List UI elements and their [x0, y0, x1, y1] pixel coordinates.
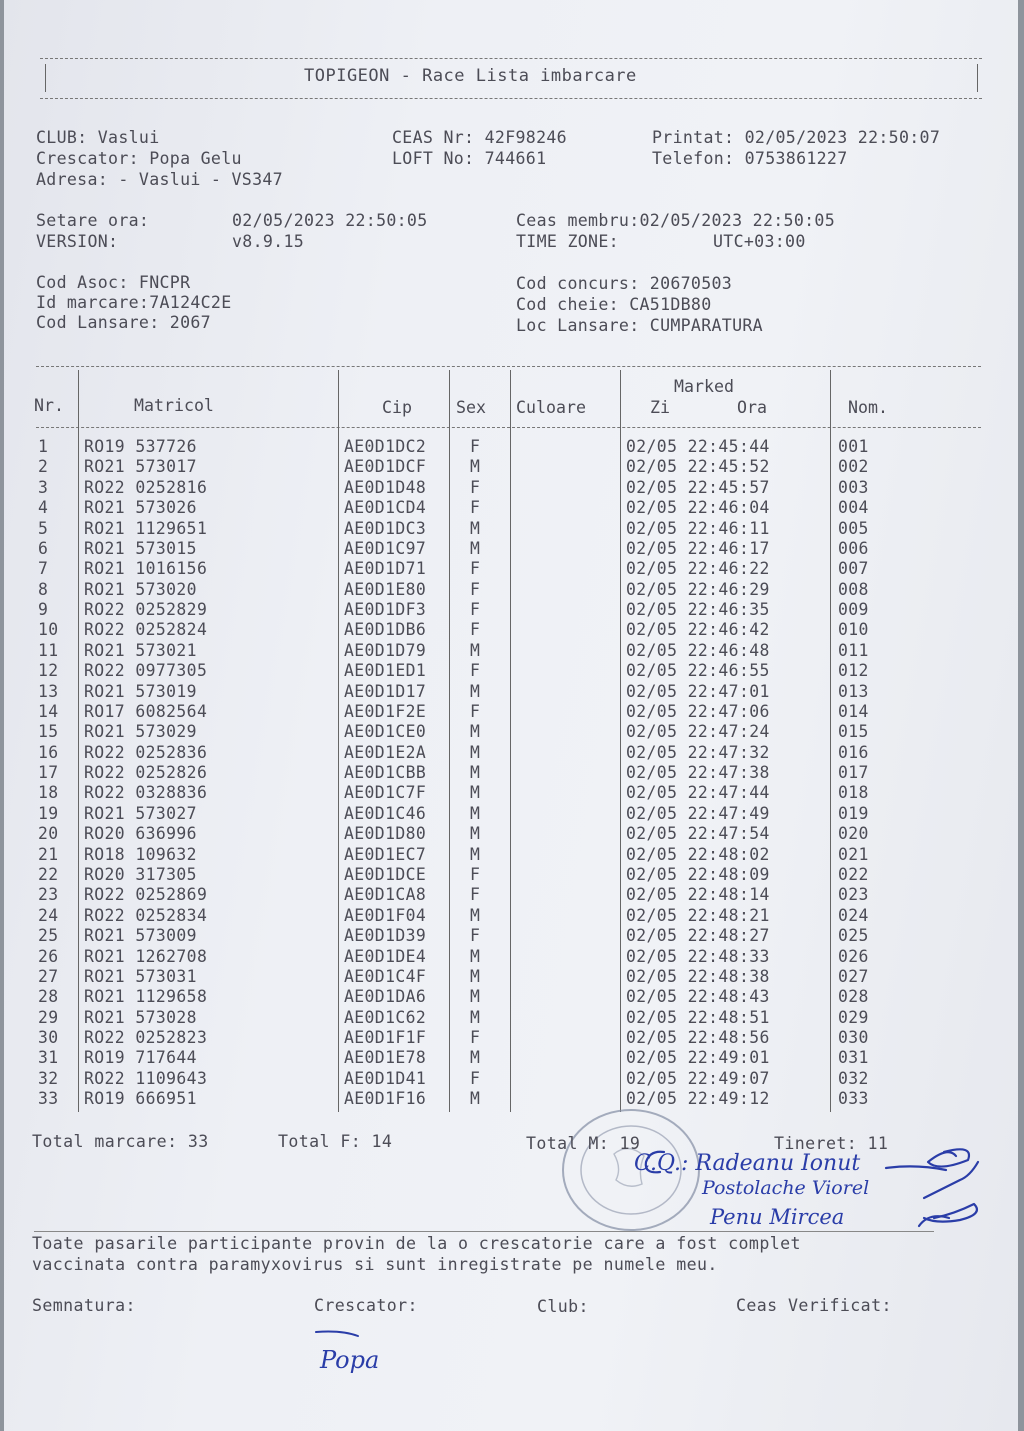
time-zone-value: UTC+03:00	[713, 232, 806, 251]
row-sex: M	[470, 905, 481, 925]
row-nr: 21	[38, 844, 59, 864]
setare-ora-value: 02/05/2023 22:50:05	[232, 211, 428, 230]
row-sex: M	[470, 722, 481, 742]
row-sex: F	[470, 1028, 481, 1048]
row-nom: 016	[838, 742, 869, 762]
row-sex: F	[470, 864, 481, 884]
row-matricol: RO22 0252834	[84, 905, 208, 925]
row-marked-time: 02/05 22:48:14	[626, 885, 770, 905]
row-matricol: RO21 573019	[84, 681, 197, 701]
row-matricol: RO21 573017	[84, 457, 197, 477]
row-matricol: RO22 0252816	[84, 477, 208, 497]
row-nom: 006	[838, 538, 869, 558]
row-sex: M	[470, 763, 481, 783]
row-marked-time: 02/05 22:49:01	[626, 1048, 770, 1068]
row-nr: 23	[38, 885, 59, 905]
row-cip: AE0D1CA8	[344, 885, 427, 905]
version-value: v8.9.15	[232, 232, 305, 251]
row-marked-time: 02/05 22:46:04	[626, 498, 770, 518]
row-cip: AE0D1D79	[344, 640, 427, 660]
table-header-bottom-border	[36, 427, 981, 428]
row-sex: F	[470, 661, 481, 681]
row-cip: AE0D1F2E	[344, 701, 427, 721]
row-nr: 11	[38, 640, 59, 660]
row-matricol: RO22 0252869	[84, 885, 208, 905]
row-cip: AE0D1F1F	[344, 1028, 427, 1048]
row-nr: 32	[38, 1068, 59, 1088]
row-sex: M	[470, 518, 481, 538]
row-nr: 27	[38, 966, 59, 986]
row-matricol: RO21 1262708	[84, 946, 208, 966]
row-nr: 14	[38, 701, 59, 721]
row-matricol: RO19 537726	[84, 437, 197, 456]
row-nr: 3	[38, 477, 49, 497]
printed-report-page	[4, 0, 1018, 1431]
row-nr: 17	[38, 763, 59, 783]
row-marked-time: 02/05 22:48:51	[626, 1007, 770, 1027]
row-matricol: RO18 109632	[84, 844, 197, 864]
row-nr: 9	[38, 600, 49, 620]
row-cip: AE0D1CBB	[344, 763, 427, 783]
col-header-nr: Nr.	[34, 396, 64, 415]
row-matricol: RO22 0328836	[84, 783, 208, 803]
row-marked-time: 02/05 22:46:29	[626, 579, 770, 599]
row-matricol: RO20 636996	[84, 824, 197, 844]
row-cip: AE0D1F04	[344, 905, 427, 925]
row-cip: AE0D1D39	[344, 926, 427, 946]
row-marked-time: 02/05 22:49:07	[626, 1068, 770, 1088]
row-nr: 5	[38, 518, 49, 538]
row-marked-time: 02/05 22:46:11	[626, 518, 770, 538]
row-nom: 033	[838, 1089, 869, 1109]
row-nr: 25	[38, 926, 59, 946]
row-cip: AE0D1DF3	[344, 600, 427, 620]
row-nr: 31	[38, 1048, 59, 1068]
row-nom: 010	[838, 620, 869, 640]
row-marked-time: 02/05 22:48:38	[626, 966, 770, 986]
row-sex: F	[470, 600, 481, 620]
row-marked-time: 02/05 22:48:43	[626, 987, 770, 1007]
row-nom: 027	[838, 966, 869, 986]
row-sex: M	[470, 742, 481, 762]
row-sex: M	[470, 987, 481, 1007]
row-matricol: RO21 1016156	[84, 559, 208, 579]
row-sex: F	[470, 579, 481, 599]
crescator-line: Crescator: Popa Gelu	[36, 149, 242, 168]
row-nom: 024	[838, 905, 869, 925]
row-sex: F	[470, 620, 481, 640]
row-nom: 026	[838, 946, 869, 966]
total-m: Total M: 19	[526, 1134, 641, 1153]
loc-lansare-line: Loc Lansare: CUMPARATURA	[516, 316, 763, 335]
row-nom: 025	[838, 926, 869, 946]
row-nom: 011	[838, 640, 869, 660]
total-f: Total F: 14	[278, 1132, 393, 1151]
row-cip: AE0D1DCF	[344, 457, 427, 477]
row-sex: M	[470, 681, 481, 701]
row-cip: AE0D1C4F	[344, 966, 427, 986]
row-cip: AE0D1D80	[344, 824, 427, 844]
row-marked-time: 02/05 22:48:02	[626, 844, 770, 864]
row-matricol: RO21 1129658	[84, 987, 208, 1007]
col-header-cip: Cip	[382, 398, 412, 417]
row-nom: 003	[838, 477, 869, 497]
row-cip: AE0D1D71	[344, 559, 427, 579]
semnatura-label: Semnatura:	[32, 1296, 136, 1315]
row-cip: AE0D1D17	[344, 681, 427, 701]
row-matricol: RO19 666951	[84, 1089, 197, 1109]
col-header-ora: Ora	[737, 398, 767, 417]
row-matricol: RO22 0252826	[84, 763, 208, 783]
row-cip: AE0D1C46	[344, 803, 427, 823]
header-right-border	[977, 64, 978, 92]
commission-line3: Penu Mircea	[710, 1205, 845, 1229]
cod-cheie-line: Cod cheie: CA51DB80	[516, 295, 712, 314]
row-marked-time: 02/05 22:46:42	[626, 620, 770, 640]
row-cip: AE0D1DA6	[344, 987, 427, 1007]
col-divider-nr	[78, 370, 79, 1112]
row-marked-time: 02/05 22:48:56	[626, 1028, 770, 1048]
row-marked-time: 02/05 22:47:01	[626, 681, 770, 701]
row-nom: 020	[838, 824, 869, 844]
row-sex: M	[470, 946, 481, 966]
row-nom: 009	[838, 600, 869, 620]
cod-lansare-line: Cod Lansare: 2067	[36, 313, 211, 332]
row-nr: 1	[38, 437, 49, 456]
row-sex: F	[470, 926, 481, 946]
row-sex: M	[470, 457, 481, 477]
row-nr: 16	[38, 742, 59, 762]
row-matricol: RO22 1109643	[84, 1068, 208, 1088]
row-sex: M	[470, 966, 481, 986]
col-header-marked: Marked	[674, 377, 734, 396]
row-nr: 6	[38, 538, 49, 558]
row-marked-time: 02/05 22:47:49	[626, 803, 770, 823]
row-sex: M	[470, 538, 481, 558]
row-cip: AE0D1DC2	[344, 437, 427, 456]
row-matricol: RO21 573029	[84, 722, 197, 742]
row-cip: AE0D1DC3	[344, 518, 427, 538]
row-matricol: RO21 573027	[84, 803, 197, 823]
row-sex: M	[470, 803, 481, 823]
row-cip: AE0D1DB6	[344, 620, 427, 640]
row-cip: AE0D1DCE	[344, 864, 427, 884]
col-header-nom: Nom.	[848, 398, 888, 417]
printat-line: Printat: 02/05/2023 22:50:07	[652, 128, 941, 147]
row-cip: AE0D1F16	[344, 1089, 427, 1109]
row-marked-time: 02/05 22:49:12	[626, 1089, 770, 1109]
ceas-verificat-label: Ceas Verificat:	[736, 1296, 892, 1315]
row-matricol: RO21 573015	[84, 538, 197, 558]
row-nom: 019	[838, 803, 869, 823]
row-sex: M	[470, 783, 481, 803]
commission-line1: C.Q.: Radeanu Ionut	[634, 1151, 861, 1176]
col-divider-matricol	[338, 370, 339, 1112]
row-nr: 7	[38, 559, 49, 579]
row-nr: 10	[38, 620, 59, 640]
row-nom: 018	[838, 783, 869, 803]
header-bottom-border	[40, 98, 982, 99]
row-nom: 001	[838, 437, 869, 456]
row-matricol: RO21 573020	[84, 579, 197, 599]
row-nom: 002	[838, 457, 869, 477]
row-nr: 18	[38, 783, 59, 803]
row-marked-time: 02/05 22:48:27	[626, 926, 770, 946]
row-cip: AE0D1C62	[344, 1007, 427, 1027]
cod-concurs-line: Cod concurs: 20670503	[516, 274, 733, 293]
row-marked-time: 02/05 22:47:38	[626, 763, 770, 783]
row-nom: 023	[838, 885, 869, 905]
col-header-culoare: Culoare	[516, 398, 586, 417]
row-marked-time: 02/05 22:46:22	[626, 559, 770, 579]
row-nom: 007	[838, 559, 869, 579]
row-nr: 4	[38, 498, 49, 518]
crescator-signature-label: Crescator:	[314, 1296, 418, 1315]
row-cip: AE0D1D48	[344, 477, 427, 497]
row-matricol: RO22 0977305	[84, 661, 208, 681]
row-sex: F	[470, 477, 481, 497]
col-divider-marked	[830, 370, 831, 1112]
row-matricol: RO21 573009	[84, 926, 197, 946]
version-label: VERSION:	[36, 232, 119, 251]
row-sex: F	[470, 701, 481, 721]
cod-asoc-line: Cod Asoc: FNCPR	[36, 273, 191, 292]
row-matricol: RO17 6082564	[84, 701, 208, 721]
row-nom: 022	[838, 864, 869, 884]
row-nr: 2	[38, 457, 49, 477]
row-nom: 005	[838, 518, 869, 538]
row-marked-time: 02/05 22:47:32	[626, 742, 770, 762]
row-cip: AE0D1E78	[344, 1048, 427, 1068]
row-nom: 008	[838, 579, 869, 599]
row-nom: 021	[838, 844, 869, 864]
row-matricol: RO22 0252829	[84, 600, 208, 620]
club-signature-label: Club:	[537, 1297, 589, 1316]
col-header-sex: Sex	[456, 398, 486, 417]
col-header-matricol: Matricol	[134, 396, 214, 415]
row-cip: AE0D1C7F	[344, 783, 427, 803]
commission-signatures-icon	[624, 1138, 1004, 1238]
statement-line1: Toate pasarile participante provin de la o crescatorie care a fost complet	[32, 1234, 801, 1253]
row-nom: 014	[838, 701, 869, 721]
row-nom: 031	[838, 1048, 869, 1068]
tineret: Tineret: 11	[774, 1134, 889, 1153]
row-nom: 004	[838, 498, 869, 518]
row-nom: 029	[838, 1007, 869, 1027]
id-marcare-line: Id marcare:7A124C2E	[36, 293, 232, 312]
row-nr: 29	[38, 1007, 59, 1027]
row-marked-time: 02/05 22:48:21	[626, 905, 770, 925]
row-sex: F	[470, 498, 481, 518]
row-cip: AE0D1CE0	[344, 722, 427, 742]
row-nr: 13	[38, 681, 59, 701]
row-marked-time: 02/05 22:48:09	[626, 864, 770, 884]
club-line: CLUB: Vaslui	[36, 128, 160, 147]
header-left-border	[45, 64, 46, 92]
time-zone-label: TIME ZONE:	[516, 232, 619, 251]
row-matricol: RO20 317305	[84, 864, 197, 884]
commission-line2: Postolache Viorel	[702, 1177, 870, 1199]
row-nr: 24	[38, 905, 59, 925]
row-matricol: RO21 573026	[84, 498, 197, 518]
row-matricol: RO22 0252823	[84, 1028, 208, 1048]
row-nr: 28	[38, 987, 59, 1007]
row-matricol: RO21 573028	[84, 1007, 197, 1027]
row-marked-time: 02/05 22:48:33	[626, 946, 770, 966]
row-nom: 017	[838, 763, 869, 783]
row-matricol: RO22 0252836	[84, 742, 208, 762]
breeder-signature-icon	[312, 1326, 422, 1386]
row-sex: F	[470, 437, 481, 456]
row-nom: 032	[838, 1068, 869, 1088]
row-sex: M	[470, 1089, 481, 1109]
row-nr: 8	[38, 579, 49, 599]
row-sex: F	[470, 885, 481, 905]
row-marked-time: 02/05 22:45:52	[626, 457, 770, 477]
statement-divider	[34, 1231, 934, 1232]
row-nr: 26	[38, 946, 59, 966]
row-sex: M	[470, 1007, 481, 1027]
row-nr: 33	[38, 1089, 59, 1109]
row-nr: 15	[38, 722, 59, 742]
row-nom: 030	[838, 1028, 869, 1048]
row-cip: AE0D1EC7	[344, 844, 427, 864]
row-matricol: RO22 0252824	[84, 620, 208, 640]
row-marked-time: 02/05 22:47:44	[626, 783, 770, 803]
statement-line2: vaccinata contra paramyxovirus si sunt inregistrate pe numele meu.	[32, 1255, 718, 1274]
row-marked-time: 02/05 22:47:24	[626, 722, 770, 742]
total-marcare: Total marcare: 33	[32, 1132, 209, 1151]
row-marked-time: 02/05 22:46:17	[626, 538, 770, 558]
row-sex: M	[470, 844, 481, 864]
row-matricol: RO19 717644	[84, 1048, 197, 1068]
row-matricol: RO21 1129651	[84, 518, 208, 538]
col-divider-culoare	[620, 370, 621, 1112]
row-cip: AE0D1CD4	[344, 498, 427, 518]
row-cip: AE0D1C97	[344, 538, 427, 558]
row-cip: AE0D1E80	[344, 579, 427, 599]
row-sex: F	[470, 559, 481, 579]
row-nr: 20	[38, 824, 59, 844]
row-matricol: RO21 573021	[84, 640, 197, 660]
table-header-top-border	[36, 366, 981, 367]
row-sex: M	[470, 1048, 481, 1068]
header-top-border	[40, 58, 982, 59]
loft-no-line: LOFT No: 744661	[392, 149, 547, 168]
row-nr: 19	[38, 803, 59, 823]
row-marked-time: 02/05 22:46:48	[626, 640, 770, 660]
row-sex: M	[470, 640, 481, 660]
telefon-line: Telefon: 0753861227	[652, 149, 848, 168]
row-nom: 015	[838, 722, 869, 742]
row-nom: 013	[838, 681, 869, 701]
row-nr: 22	[38, 864, 59, 884]
row-marked-time: 02/05 22:45:44	[626, 437, 770, 456]
breeder-signature: Popa	[320, 1346, 380, 1374]
report-title: TOPIGEON - Race Lista imbarcare	[304, 66, 637, 86]
row-marked-time: 02/05 22:46:55	[626, 661, 770, 681]
row-nom: 012	[838, 661, 869, 681]
row-marked-time: 02/05 22:47:06	[626, 701, 770, 721]
row-matricol: RO21 573031	[84, 966, 197, 986]
row-cip: AE0D1D41	[344, 1068, 427, 1088]
row-sex: M	[470, 824, 481, 844]
row-cip: AE0D1ED1	[344, 661, 427, 681]
row-nr: 30	[38, 1028, 59, 1048]
row-sex: F	[470, 1068, 481, 1088]
row-cip: AE0D1DE4	[344, 946, 427, 966]
row-marked-time: 02/05 22:46:35	[626, 600, 770, 620]
row-cip: AE0D1E2A	[344, 742, 427, 762]
row-marked-time: 02/05 22:45:57	[626, 477, 770, 497]
col-header-zi: Zi	[650, 398, 670, 417]
row-nr: 12	[38, 661, 59, 681]
setare-ora-label: Setare ora:	[36, 211, 150, 230]
ceas-membru-line: Ceas membru:02/05/2023 22:50:05	[516, 211, 835, 230]
row-nom: 028	[838, 987, 869, 1007]
adresa-line: Adresa: - Vaslui - VS347	[36, 170, 283, 189]
ceas-nr-line: CEAS Nr: 42F98246	[392, 128, 567, 147]
col-divider-sex	[510, 370, 511, 1112]
row-marked-time: 02/05 22:47:54	[626, 824, 770, 844]
col-divider-cip	[449, 370, 450, 1112]
